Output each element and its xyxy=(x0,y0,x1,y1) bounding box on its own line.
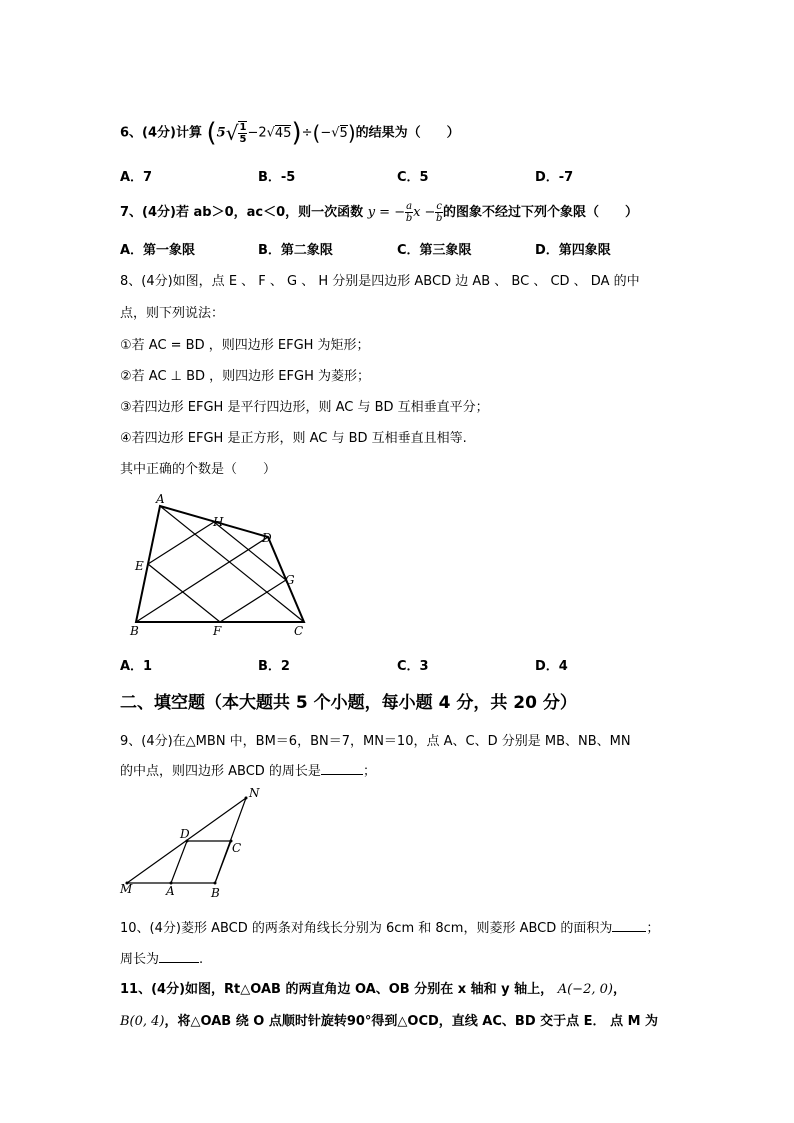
q8-statement-2: ②若 AC ⊥ BD ，则四边形 EFGH 为菱形； xyxy=(120,369,370,384)
q7-option-c[interactable]: C．第三象限 xyxy=(397,243,472,258)
q6-minus2: −2 xyxy=(247,125,267,141)
fig8-label-a: A xyxy=(156,492,165,506)
q8-statement-1: ①若 AC = BD ，则四边形 EFGH 为矩形； xyxy=(120,338,370,353)
q10-perimeter-blank[interactable] xyxy=(159,950,199,963)
q10-line1-text: 10、(4分)菱形 ABCD 的两条对角线长分别为 6cm 和 8cm，则菱形 ABCD 的面积为 xyxy=(120,921,613,936)
fig8-label-b: B xyxy=(130,624,139,637)
q7-eq-y: y = − xyxy=(367,205,406,220)
q6-option-b[interactable]: B．-5 xyxy=(258,170,296,185)
q10-semicolon: ； xyxy=(646,921,660,936)
fig9-label-n: N xyxy=(249,786,260,800)
q6-option-d[interactable]: D．-7 xyxy=(535,170,574,185)
q7-stem xyxy=(120,201,638,224)
q8-quadrilateral-figure xyxy=(118,492,318,637)
fig8-label-e: E xyxy=(135,559,144,573)
fig9-label-d: D xyxy=(180,827,190,841)
q11-line2 xyxy=(120,1010,658,1029)
q9-semicolon: ； xyxy=(362,764,376,779)
q9-line1: 9、(4分)在△MBN 中，BM＝6，BN＝7，MN＝10，点 A、C、D 分别是 MB、NB、MN xyxy=(120,734,631,749)
q11-line1 xyxy=(120,978,626,997)
q8-option-a[interactable]: A．1 xyxy=(120,659,153,674)
q11-line2-text: ，将△OAB 绕 O 点顺时针旋转90°得到△OCD，直线 AC、BD 交于点 E． 点 M 为 xyxy=(164,1014,659,1029)
q7-x: x − xyxy=(413,205,436,220)
q11-point-b: B(0, 4) xyxy=(120,1014,165,1029)
q6-r5: 5 xyxy=(339,125,348,141)
q7-option-a[interactable]: A．第一象限 xyxy=(120,243,196,258)
q9-line2 xyxy=(120,760,376,779)
fig8-label-d: D xyxy=(262,531,272,545)
q10-period: . xyxy=(199,952,204,967)
q7-suffix: 的图象不经过下列个象限（ ） xyxy=(443,205,639,220)
q7-frac-cb: $\frac{c}{b}$ xyxy=(436,201,443,224)
section-heading: 二、填空题（本大题共 5 个小题，每小题 4 分，共 20 分） xyxy=(120,693,577,713)
fig8-label-c: C xyxy=(294,624,304,637)
q6-div: ÷ xyxy=(301,125,313,141)
fig8-label-f: F xyxy=(213,624,222,637)
q10-line2 xyxy=(120,948,203,967)
q9-answer-blank[interactable] xyxy=(321,762,363,775)
fig9-label-c: C xyxy=(232,841,242,855)
q8-line1: 8、(4分)如图，点 E 、 F 、 G 、 H 分别是四边形 ABCD 边 AB 、 BC 、 CD 、 DA 的中 xyxy=(120,274,640,289)
q8-option-c[interactable]: C．3 xyxy=(397,659,429,674)
q10-line2-text: 周长为 xyxy=(120,952,160,967)
q8-statement-3: ③若四边形 EFGH 是平行四边形，则 AC 与 BD 互相垂直平分； xyxy=(120,400,489,415)
q7-frac-ab: $\frac{a}{b}$ xyxy=(405,201,413,224)
q11-comma: ， xyxy=(612,982,626,997)
q6-coef: 5 xyxy=(216,125,226,141)
q8-statement-4: ④若四边形 EFGH 是正方形，则 AC 与 BD 互相垂直且相等. xyxy=(120,431,467,446)
q8-option-b[interactable]: B．2 xyxy=(258,659,290,674)
fig8-label-g: G xyxy=(285,573,295,587)
q6-option-c[interactable]: C．5 xyxy=(397,170,429,185)
q6-r45: 45 xyxy=(274,125,292,141)
q6-fraction: $\frac{1}{5}$ xyxy=(239,122,247,145)
q10-area-blank[interactable] xyxy=(612,919,646,932)
q9-line2-text: 的中点，则四边形 ABCD 的周长是 xyxy=(120,764,321,779)
q6-option-a[interactable]: A．7 xyxy=(120,170,153,185)
q7-option-b[interactable]: B．第二象限 xyxy=(258,243,333,258)
q7-option-d[interactable]: D．第四象限 xyxy=(535,243,611,258)
q11-line1-text: 11、(4分)如图，Rt△OAB 的两直角边 OA、OB 分别在 x 轴和 y 轴上， xyxy=(120,982,554,997)
q6-suffix: 的结果为（ ） xyxy=(355,125,460,141)
q11-point-a: A(−2, 0) xyxy=(557,982,613,997)
fig9-label-m: M xyxy=(120,882,133,896)
fig9-label-b: B xyxy=(211,886,220,900)
q8-question: 其中正确的个数是（ ） xyxy=(120,462,277,477)
q6-stem: 6、(4分)计算 (5√ $\frac{1}{5}-2√45)\div(-√5)$的结果为（ ） xyxy=(120,118,460,148)
q10-line1 xyxy=(120,917,659,936)
q8-line2: 点，则下列说法： xyxy=(120,306,225,321)
q6-neg: − xyxy=(320,125,332,141)
q9-triangle-figure xyxy=(118,786,268,902)
fig8-label-h: H xyxy=(213,515,224,529)
fig9-label-a: A xyxy=(166,884,175,898)
q6-prefix: 6、(4分)计算 xyxy=(120,125,202,141)
q8-option-d[interactable]: D．4 xyxy=(535,659,568,674)
q7-prefix: 7、(4分)若 ab＞0，ac＜0，则一次函数 xyxy=(120,205,364,220)
